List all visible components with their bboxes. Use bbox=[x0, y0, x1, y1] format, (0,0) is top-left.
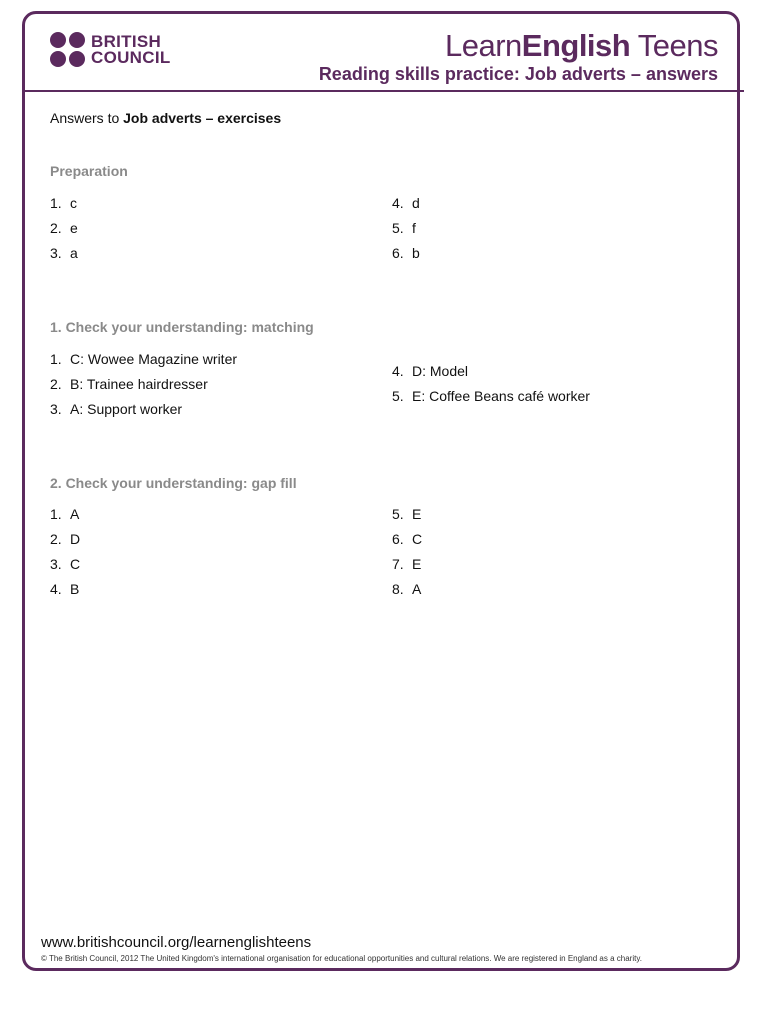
item-answer: A: Support worker bbox=[70, 401, 183, 417]
item-answer: e bbox=[70, 220, 78, 236]
header-divider bbox=[22, 90, 744, 92]
item-answer: C bbox=[412, 531, 423, 547]
item-number: 2. bbox=[50, 220, 62, 236]
item-answer: C bbox=[70, 556, 81, 572]
item-answer: E bbox=[412, 556, 422, 572]
list-item bbox=[50, 505, 80, 530]
item-number: 4. bbox=[392, 363, 404, 379]
list-item bbox=[50, 244, 78, 269]
british-council-logo bbox=[50, 32, 171, 67]
logo-line-1: BRITISH bbox=[91, 31, 162, 51]
item-number: 6. bbox=[392, 245, 404, 261]
section-title-gapfill: 2. Check your understanding: gap fill bbox=[50, 475, 297, 491]
item-answer: a bbox=[70, 245, 78, 261]
item-answer: C: Wowee Magazine writer bbox=[70, 351, 238, 367]
intro-line bbox=[50, 110, 281, 126]
item-number: 1. bbox=[50, 506, 62, 522]
document-title: Reading skills practice: Job adverts – answers bbox=[318, 64, 718, 84]
list-item bbox=[50, 400, 237, 425]
list-item bbox=[50, 375, 237, 400]
item-answer: E bbox=[412, 506, 422, 522]
item-number: 4. bbox=[392, 195, 404, 211]
list-item bbox=[50, 580, 80, 605]
list-item bbox=[392, 555, 422, 580]
matching-right-list bbox=[392, 362, 590, 412]
brand-part-2: English bbox=[521, 28, 631, 63]
item-answer: D bbox=[70, 531, 81, 547]
item-number: 8. bbox=[392, 581, 404, 597]
matching-left-list bbox=[50, 350, 237, 425]
item-number: 4. bbox=[50, 581, 62, 597]
preparation-left-list bbox=[50, 194, 78, 269]
item-number: 2. bbox=[50, 531, 62, 547]
list-item bbox=[392, 219, 420, 244]
list-item bbox=[392, 580, 422, 605]
logo-dots-icon bbox=[50, 32, 85, 67]
list-item bbox=[392, 387, 590, 412]
item-answer: B bbox=[70, 581, 80, 597]
list-item bbox=[50, 350, 237, 375]
item-answer: A bbox=[70, 506, 80, 522]
list-item bbox=[392, 362, 590, 387]
brand-part-1: Learn bbox=[444, 28, 522, 63]
list-item bbox=[392, 505, 422, 530]
item-number: 1. bbox=[50, 195, 62, 211]
item-number: 5. bbox=[392, 220, 404, 236]
gapfill-right-list bbox=[392, 505, 422, 605]
item-number: 1. bbox=[50, 351, 62, 367]
list-item bbox=[392, 194, 420, 219]
logo-line-2: COUNCIL bbox=[91, 47, 171, 67]
item-number: 5. bbox=[392, 388, 404, 404]
intro-exercise-name: Job adverts – exercises bbox=[123, 110, 282, 126]
page-frame bbox=[22, 11, 740, 971]
item-number: 5. bbox=[392, 506, 404, 522]
item-answer: f bbox=[412, 220, 416, 236]
learnenglish-teens-brand bbox=[445, 28, 718, 64]
intro-prefix: Answers to bbox=[50, 110, 124, 126]
item-answer: d bbox=[412, 195, 420, 211]
list-item bbox=[50, 530, 80, 555]
item-number: 2. bbox=[50, 376, 62, 392]
item-answer: b bbox=[412, 245, 420, 261]
preparation-right-list bbox=[392, 194, 420, 269]
list-item bbox=[392, 530, 422, 555]
footer-url: www.britishcouncil.org/learnenglishteens bbox=[41, 934, 312, 951]
item-number: 6. bbox=[392, 531, 404, 547]
list-item bbox=[50, 555, 80, 580]
logo-wordmark bbox=[91, 31, 171, 67]
item-number: 3. bbox=[50, 245, 62, 261]
item-answer: E: Coffee Beans café worker bbox=[412, 388, 590, 404]
gapfill-left-list bbox=[50, 505, 80, 605]
list-item bbox=[392, 244, 420, 269]
footer-copyright: © The British Council, 2012 The United Kingdom's international organisation for educational opportunities and cultural relations. We are registered in England as a charity. bbox=[41, 954, 642, 963]
item-answer: D: Model bbox=[412, 363, 469, 379]
section-title-matching: 1. Check your understanding: matching bbox=[50, 319, 314, 335]
item-number: 3. bbox=[50, 556, 62, 572]
item-number: 3. bbox=[50, 401, 62, 417]
item-answer: A bbox=[412, 581, 422, 597]
list-item bbox=[50, 194, 78, 219]
item-answer: B: Trainee hairdresser bbox=[70, 376, 208, 392]
list-item bbox=[50, 219, 78, 244]
item-answer: c bbox=[70, 195, 77, 211]
section-title-preparation: Preparation bbox=[50, 163, 128, 179]
item-number: 7. bbox=[392, 556, 404, 572]
brand-part-3: Teens bbox=[630, 28, 718, 63]
